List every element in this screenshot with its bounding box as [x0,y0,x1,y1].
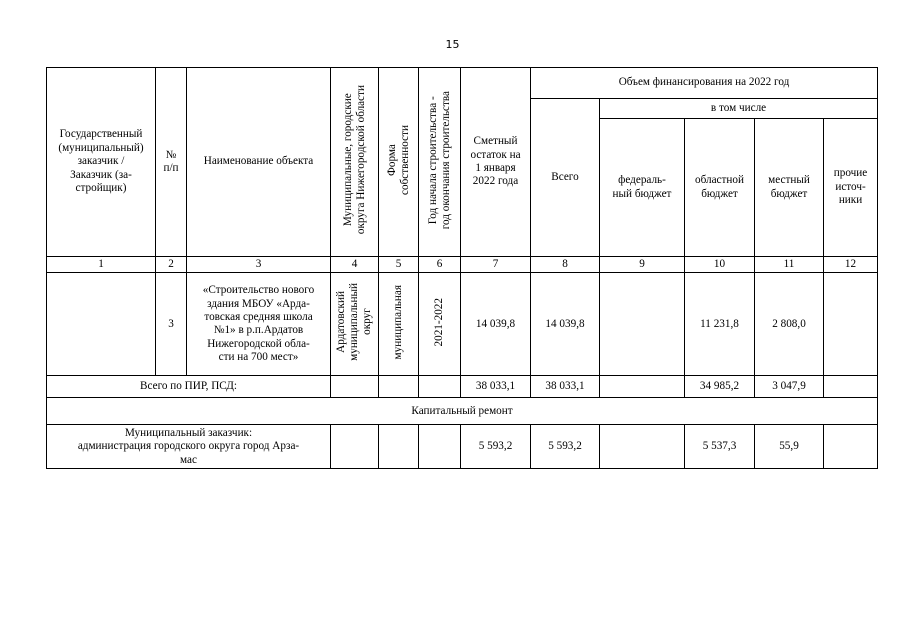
column-number: 2 [156,257,187,273]
cell-total: 5 593,2 [531,425,600,469]
column-number: 8 [531,257,600,273]
cell-empty [419,425,461,469]
table-row-total-pir [47,376,878,398]
header-municipality-text: Муниципальные, городские округа Нижегородской области [341,85,367,235]
column-number: 3 [187,257,331,273]
cell-local: 2 808,0 [755,273,824,376]
column-number: 1 [47,257,156,273]
section-row [47,398,878,425]
header-row-1 [47,68,878,99]
table-row-customer [47,425,878,469]
page-number: 15 [445,38,460,51]
cell-balance: 5 593,2 [461,425,531,469]
header-other: прочие источ- ники [824,119,878,257]
column-number-row [47,257,878,273]
cell-other [824,376,878,398]
cell-number: 3 [156,273,187,376]
cell-regional: 11 231,8 [685,273,755,376]
cell-total: 14 039,8 [531,273,600,376]
header-customer: Государственный (муниципальный) заказчик / Заказчик (за- стройщик) [47,68,156,257]
cell-other [824,425,878,469]
cell-regional: 5 537,3 [685,425,755,469]
cell-empty [331,376,379,398]
header-including: в том числе [600,99,878,119]
header-total: Всего [531,99,600,257]
cell-municipality [331,273,379,376]
financing-table [46,67,878,469]
header-object-name: Наименование объекта [187,68,331,257]
cell-ownership-text: муниципальная [392,284,405,360]
cell-federal [600,376,685,398]
cell-object-name: «Строительство нового здания МБОУ «Арда- товская средняя школа №1» в р.п.Ардатов Нижегородской обла- сти на 700 мест» [187,273,331,376]
cell-local: 3 047,9 [755,376,824,398]
column-number: 11 [755,257,824,273]
header-regional: областной бюджет [685,119,755,257]
cell-empty [331,425,379,469]
cell-years [419,273,461,376]
cell-federal [600,425,685,469]
cell-municipality-text: Ардатовский муниципальный округ [335,283,373,362]
cell-total-label: Всего по ПИР, ПСД: [47,376,331,398]
header-ownership [379,68,419,257]
column-number: 4 [331,257,379,273]
cell-years-text: 2021-2022 [433,297,446,347]
cell-regional: 34 985,2 [685,376,755,398]
header-ownership-text: Форма собственности [385,124,411,195]
column-number: 5 [379,257,419,273]
header-years-text: Год начала строительства - год окончания строительства [426,90,452,229]
column-number: 7 [461,257,531,273]
header-balance: Сметный остаток на 1 января 2022 года [461,68,531,257]
header-number: № п/п [156,68,187,257]
cell-customer-label: Муниципальный заказчик: администрация городского округа город Арза- мас [47,425,331,469]
header-funding: Объем финансирования на 2022 год [531,68,878,99]
header-local: местный бюджет [755,119,824,257]
cell-customer [47,273,156,376]
cell-total: 38 033,1 [531,376,600,398]
column-number: 12 [824,257,878,273]
column-number: 9 [600,257,685,273]
header-municipality [331,68,379,257]
cell-ownership [379,273,419,376]
section-title: Капитальный ремонт [47,398,878,425]
cell-other [824,273,878,376]
cell-balance: 38 033,1 [461,376,531,398]
column-number: 6 [419,257,461,273]
cell-federal [600,273,685,376]
cell-empty [379,425,419,469]
cell-empty [379,376,419,398]
cell-local: 55,9 [755,425,824,469]
cell-balance: 14 039,8 [461,273,531,376]
column-number: 10 [685,257,755,273]
header-federal: федераль- ный бюджет [600,119,685,257]
table-row-project [47,273,878,376]
header-years [419,68,461,257]
cell-empty [419,376,461,398]
